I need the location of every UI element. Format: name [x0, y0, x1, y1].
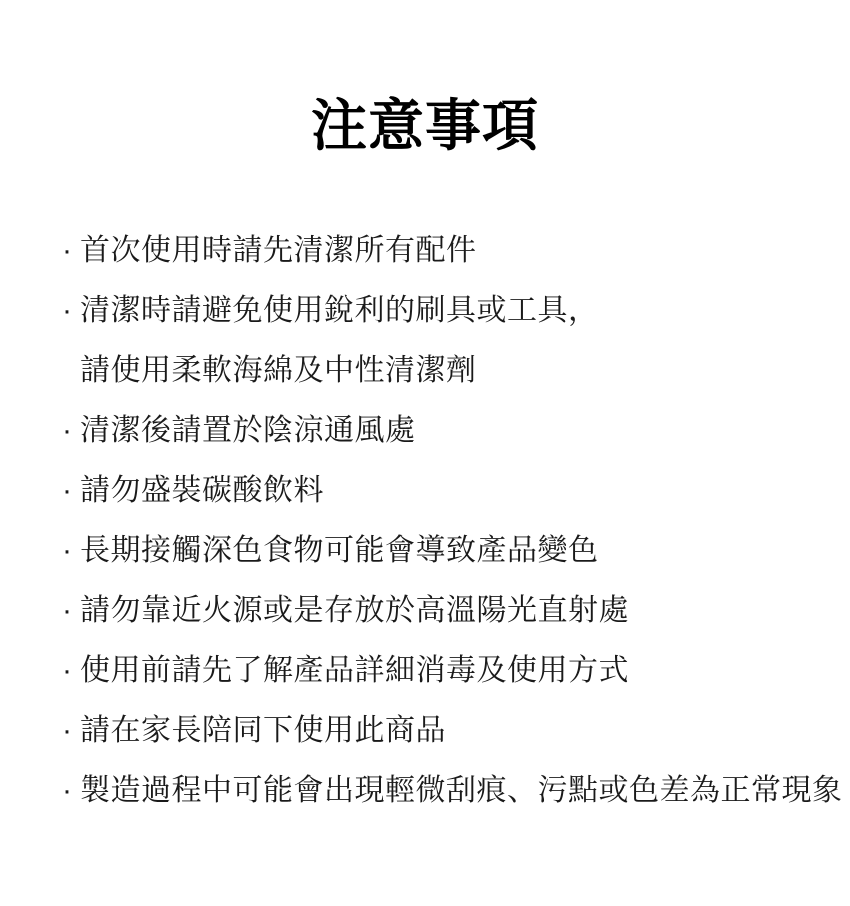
- notice-item: [62, 581, 830, 641]
- notice-item: [62, 761, 843, 821]
- notice-item: [62, 701, 830, 761]
- bullet-dot-icon: ·: [62, 234, 72, 267]
- bullet-dot-icon: ·: [62, 774, 72, 807]
- bullet-dot-icon: ·: [62, 474, 72, 507]
- notice-text: 清潔後請置於陰涼通風處: [80, 414, 416, 447]
- bullet-dot-icon: ·: [62, 654, 72, 687]
- notice-text: 製造過程中可能會出現輕微刮痕、污點或色差為正常現象: [80, 774, 843, 807]
- page-title: 注意事項: [311, 94, 539, 157]
- notice-text: 請在家長陪同下使用此商品: [80, 714, 446, 747]
- bullet-dot-icon: ·: [62, 294, 72, 327]
- notice-item: [62, 521, 830, 581]
- notice-list: [0, 221, 850, 821]
- notice-item: [62, 401, 830, 461]
- notice-text: 請勿盛裝碳酸飲料: [80, 474, 324, 507]
- notice-item: [62, 221, 830, 281]
- notice-item-continuation: [62, 341, 830, 401]
- bullet-dot-icon: ·: [62, 414, 72, 447]
- notice-item: [62, 641, 830, 701]
- notice-text: 請使用柔軟海綿及中性清潔劑: [80, 354, 477, 387]
- notice-text: 清潔時請避免使用銳利的刷具或工具，: [80, 294, 599, 327]
- notice-text: 請勿靠近火源或是存放於高溫陽光直射處: [80, 594, 629, 627]
- bullet-dot-icon: ·: [62, 534, 72, 567]
- notice-item: [62, 461, 830, 521]
- bullet-dot-icon: ·: [62, 714, 72, 747]
- notice-item: [62, 281, 830, 341]
- notice-text: 使用前請先了解產品詳細消毒及使用方式: [80, 654, 629, 687]
- notice-text: 首次使用時請先清潔所有配件: [80, 234, 477, 267]
- notice-text: 長期接觸深色食物可能會導致產品變色: [80, 534, 599, 567]
- bullet-dot-icon: ·: [62, 594, 72, 627]
